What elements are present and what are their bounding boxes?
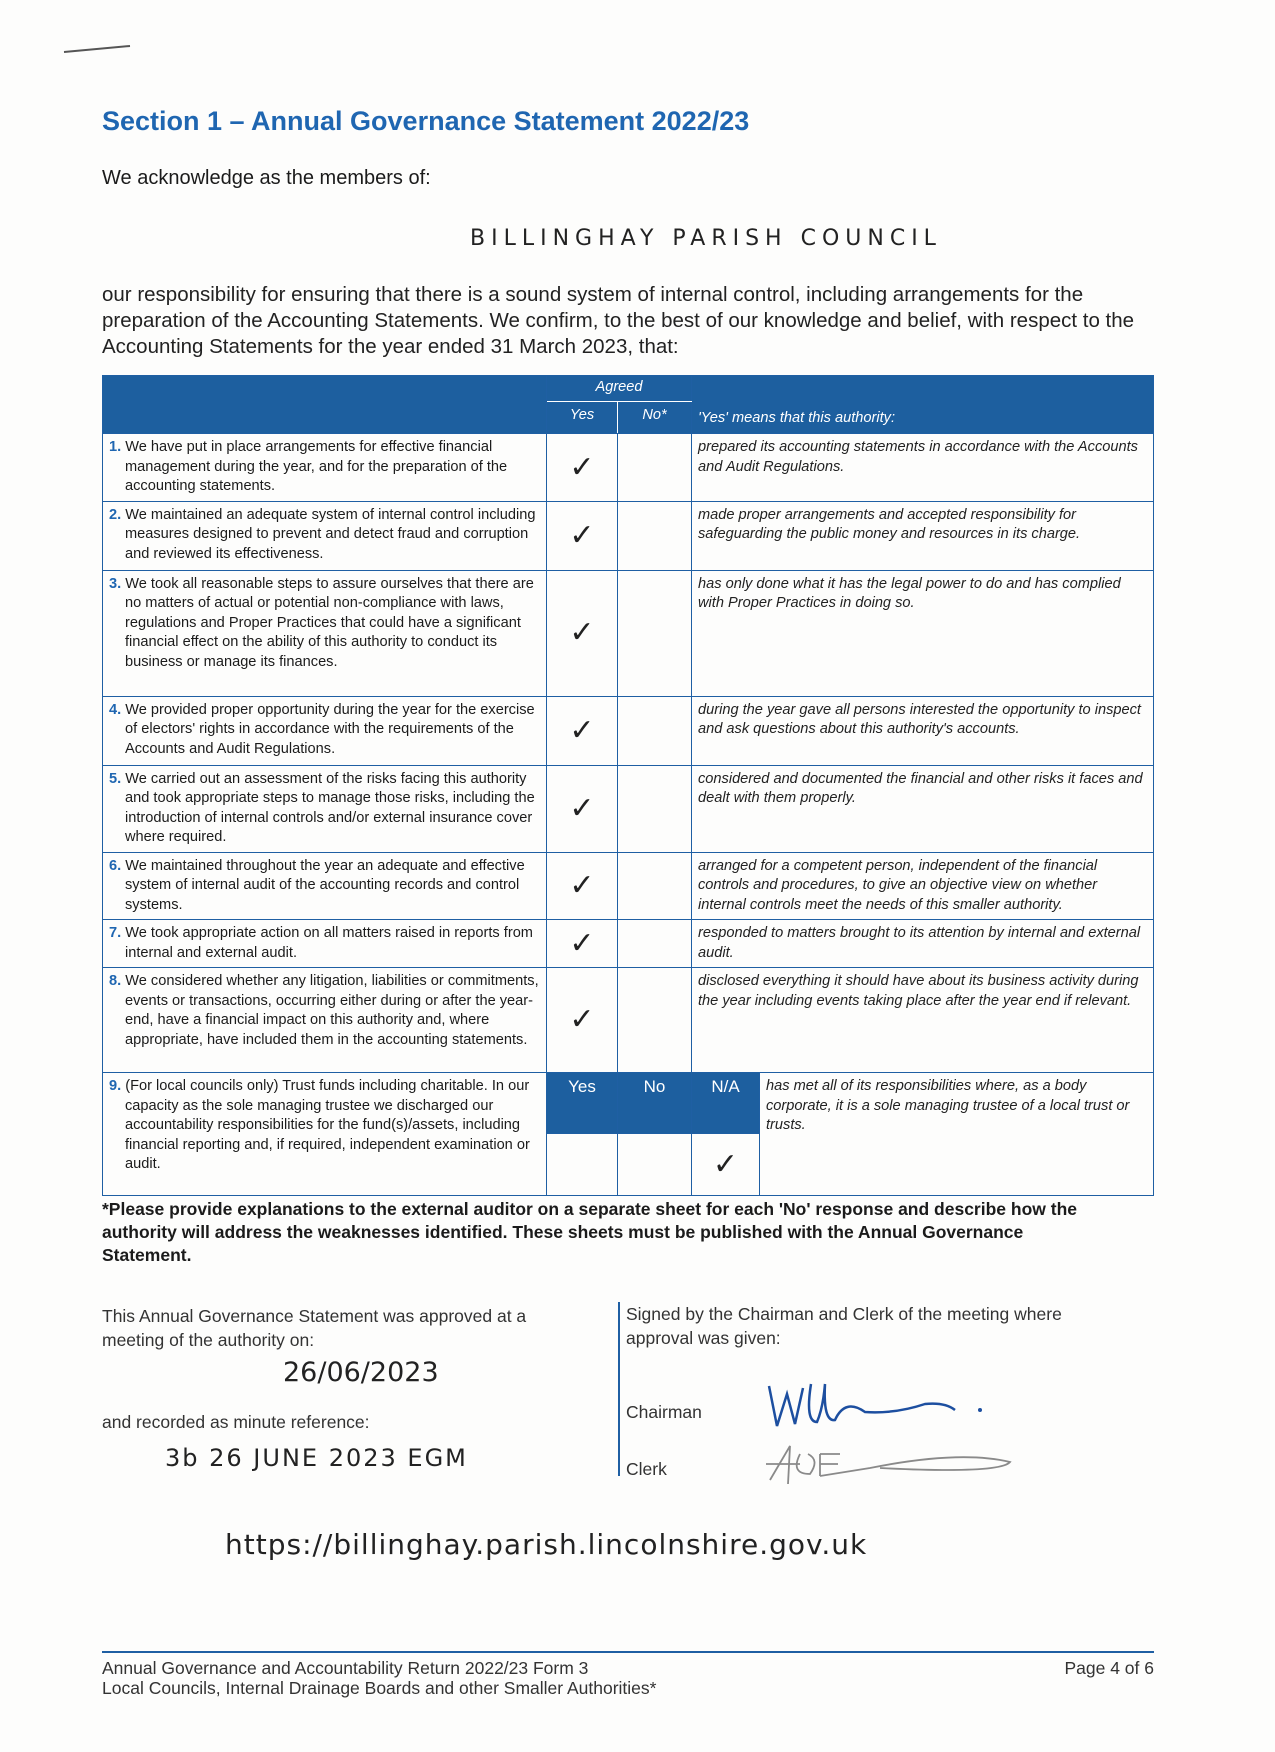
- row-description: made proper arrangements and accepted responsibility for safeguarding the public money and resources in its charge.: [692, 501, 1154, 570]
- yes-checkmark[interactable]: ✓: [547, 968, 618, 1073]
- page-number: Page 4 of 6: [1064, 1658, 1154, 1678]
- statement-8: [103, 968, 547, 1073]
- no-box[interactable]: [618, 920, 692, 968]
- intro-text: We acknowledge as the members of:: [102, 167, 431, 189]
- chairman-signature: [765, 1378, 995, 1438]
- statement-number: 9.: [109, 1078, 122, 1094]
- council-name-handwritten: BILLINGHAY PARISH COUNCIL: [470, 226, 942, 251]
- statement-number: 2.: [109, 506, 122, 523]
- signature-divider: [618, 1302, 620, 1476]
- statement-5: [103, 765, 547, 852]
- statement-text: We took appropriate action on all matters raised in reports from internal and external audit.: [125, 925, 533, 961]
- yes-checkmark[interactable]: ✓: [547, 501, 618, 570]
- yes-checkmark[interactable]: ✓: [547, 570, 618, 696]
- footnote: *Please provide explanations to the external auditor on a separate sheet for each 'No' response and describe how the authority will address the weaknesses identified. These sheets must be published with the Annual Governance Statement.: [102, 1199, 1077, 1265]
- row9-description: has met all of its responsibilities where, as a body corporate, it is a sole managing trustee of a local trust or trusts.: [760, 1073, 1154, 1196]
- footer-authorities: Local Councils, Internal Drainage Boards and other Smaller Authorities*: [102, 1678, 657, 1698]
- row9-no-box[interactable]: [618, 1134, 692, 1196]
- table-row-2: [103, 501, 1154, 570]
- row-description: disclosed everything it should have about its business activity during the year including events taking place after the year end if relevant.: [692, 968, 1154, 1073]
- row9-na-checkmark[interactable]: ✓: [692, 1134, 760, 1196]
- yes-checkmark[interactable]: ✓: [547, 434, 618, 502]
- row9-no-label: No: [618, 1073, 692, 1134]
- statement-text: We maintained an adequate system of internal control including measures designed to prevent and detect fraud and corruption and reviewed its effectiveness.: [125, 506, 536, 562]
- header-blank: [103, 376, 547, 434]
- row9-na-label: N/A: [692, 1073, 760, 1134]
- signed-text: Signed by the Chairman and Clerk of the meeting where approval was given:: [626, 1304, 1062, 1348]
- chairman-label: Chairman: [626, 1402, 702, 1422]
- statement-number: 7.: [109, 925, 122, 941]
- table-row-5: [103, 765, 1154, 852]
- header-agreed: Agreed: [547, 376, 692, 402]
- no-box[interactable]: [618, 434, 692, 502]
- statement-number: 8.: [109, 973, 122, 989]
- table-row-9: [103, 1073, 1154, 1134]
- row-description: during the year gave all persons interested the opportunity to inspect and ask questions about this authority's accounts.: [692, 696, 1154, 765]
- header-yes: Yes: [547, 402, 618, 434]
- statement-text: We have put in place arrangements for effective financial management during the year, and for the preparation of the accounting statements.: [125, 439, 508, 494]
- no-box[interactable]: [618, 570, 692, 696]
- statement-3: [103, 570, 547, 696]
- statement-text: (For local councils only) Trust funds including charitable. In our capacity as the sole managing trustee we discharged our accountability responsibilities for the fund(s)/assets, including financial reporting and, if required, independent examination or audit.: [125, 1078, 530, 1172]
- statement-9: [103, 1073, 547, 1196]
- table-row-8: [103, 968, 1154, 1073]
- row-description: prepared its accounting statements in accordance with the Accounts and Audit Regulations.: [692, 434, 1154, 502]
- row-description: responded to matters brought to its attention by internal and external audit.: [692, 920, 1154, 968]
- statement-text: We considered whether any litigation, liabilities or commitments, events or transactions, occurring either during or after the year-end, have a financial impact on this authority and, where appropriate, have included them in the accounting statements.: [125, 973, 539, 1048]
- minute-ref-handwritten: 3b 26 JUNE 2023 EGM: [165, 1444, 468, 1472]
- statement-1: [103, 434, 547, 502]
- minute-label: and recorded as minute reference:: [102, 1412, 370, 1432]
- no-box[interactable]: [618, 852, 692, 920]
- clerk-signature: [760, 1440, 1020, 1490]
- no-box[interactable]: [618, 696, 692, 765]
- yes-checkmark[interactable]: ✓: [547, 852, 618, 920]
- statement-text: We carried out an assessment of the risks facing this authority and took appropriate steps to manage those risks, including the introduction of internal controls and/or external insurance cover where required.: [125, 770, 535, 845]
- statement-2: [103, 501, 547, 570]
- url-handwritten: https://billinghay.parish.lincolnshire.gov.uk: [225, 1528, 868, 1561]
- footer-divider: [102, 1651, 1154, 1653]
- row-description: arranged for a competent person, independent of the financial controls and procedures, to give an objective view on whether internal controls meet the needs of this smaller authority.: [692, 852, 1154, 920]
- clerk-label: Clerk: [626, 1459, 667, 1479]
- row-description: considered and documented the financial and other risks it faces and dealt with them properly.: [692, 765, 1154, 852]
- table-row-3: [103, 570, 1154, 696]
- row-description: has only done what it has the legal power to do and has complied with Proper Practices in doing so.: [692, 570, 1154, 696]
- statement-text: We maintained throughout the year an adequate and effective system of internal audit of the accounting records and control systems.: [125, 857, 525, 913]
- footer-form-title: Annual Governance and Accountability Return 2022/23 Form 3: [102, 1658, 589, 1678]
- scan-mark: [60, 42, 140, 56]
- approval-date-handwritten: 26/06/2023: [283, 1357, 439, 1388]
- governance-table: [102, 375, 1154, 1196]
- header-meaning: 'Yes' means that this authority:: [692, 376, 1154, 434]
- yes-checkmark[interactable]: ✓: [547, 920, 618, 968]
- approved-text: This Annual Governance Statement was approved at a meeting of the authority on:: [102, 1306, 527, 1350]
- statement-text: We provided proper opportunity during the year for the exercise of electors' rights in accordance with the requirements of the Accounts and Audit Regulations.: [125, 701, 535, 757]
- statement-number: 5.: [109, 770, 122, 787]
- no-box[interactable]: [618, 968, 692, 1073]
- table-row-1: [103, 434, 1154, 502]
- statement-text: We took all reasonable steps to assure ourselves that there are no matters of actual or potential non-compliance with laws, regulations and Proper Practices that could have a significant financial effect on the ability of this authority to conduct its business or manage its finances.: [125, 575, 534, 670]
- table-row-4: [103, 696, 1154, 765]
- statement-number: 1.: [109, 439, 122, 455]
- statement-number: 3.: [109, 575, 122, 592]
- statement-6: [103, 852, 547, 920]
- statement-7: [103, 920, 547, 968]
- no-box[interactable]: [618, 765, 692, 852]
- no-box[interactable]: [618, 501, 692, 570]
- yes-checkmark[interactable]: ✓: [547, 765, 618, 852]
- row9-yes-box[interactable]: [547, 1134, 618, 1196]
- table-row-6: [103, 852, 1154, 920]
- header-no: No*: [618, 402, 692, 434]
- statement-4: [103, 696, 547, 765]
- statement-number: 6.: [109, 857, 122, 874]
- responsibility-paragraph: our responsibility for ensuring that there is a sound system of internal control, including arrangements for the preparation of the Accounting Statements. We confirm, to the best of our knowledge and belief, with respect to the Accounting Statements for the year ended 31 March 2023, that:: [102, 283, 1135, 358]
- statement-number: 4.: [109, 701, 122, 718]
- table-row-7: [103, 920, 1154, 968]
- row9-yes-label: Yes: [547, 1073, 618, 1134]
- yes-checkmark[interactable]: ✓: [547, 696, 618, 765]
- page-title: Section 1 – Annual Governance Statement 2022/23: [102, 106, 750, 136]
